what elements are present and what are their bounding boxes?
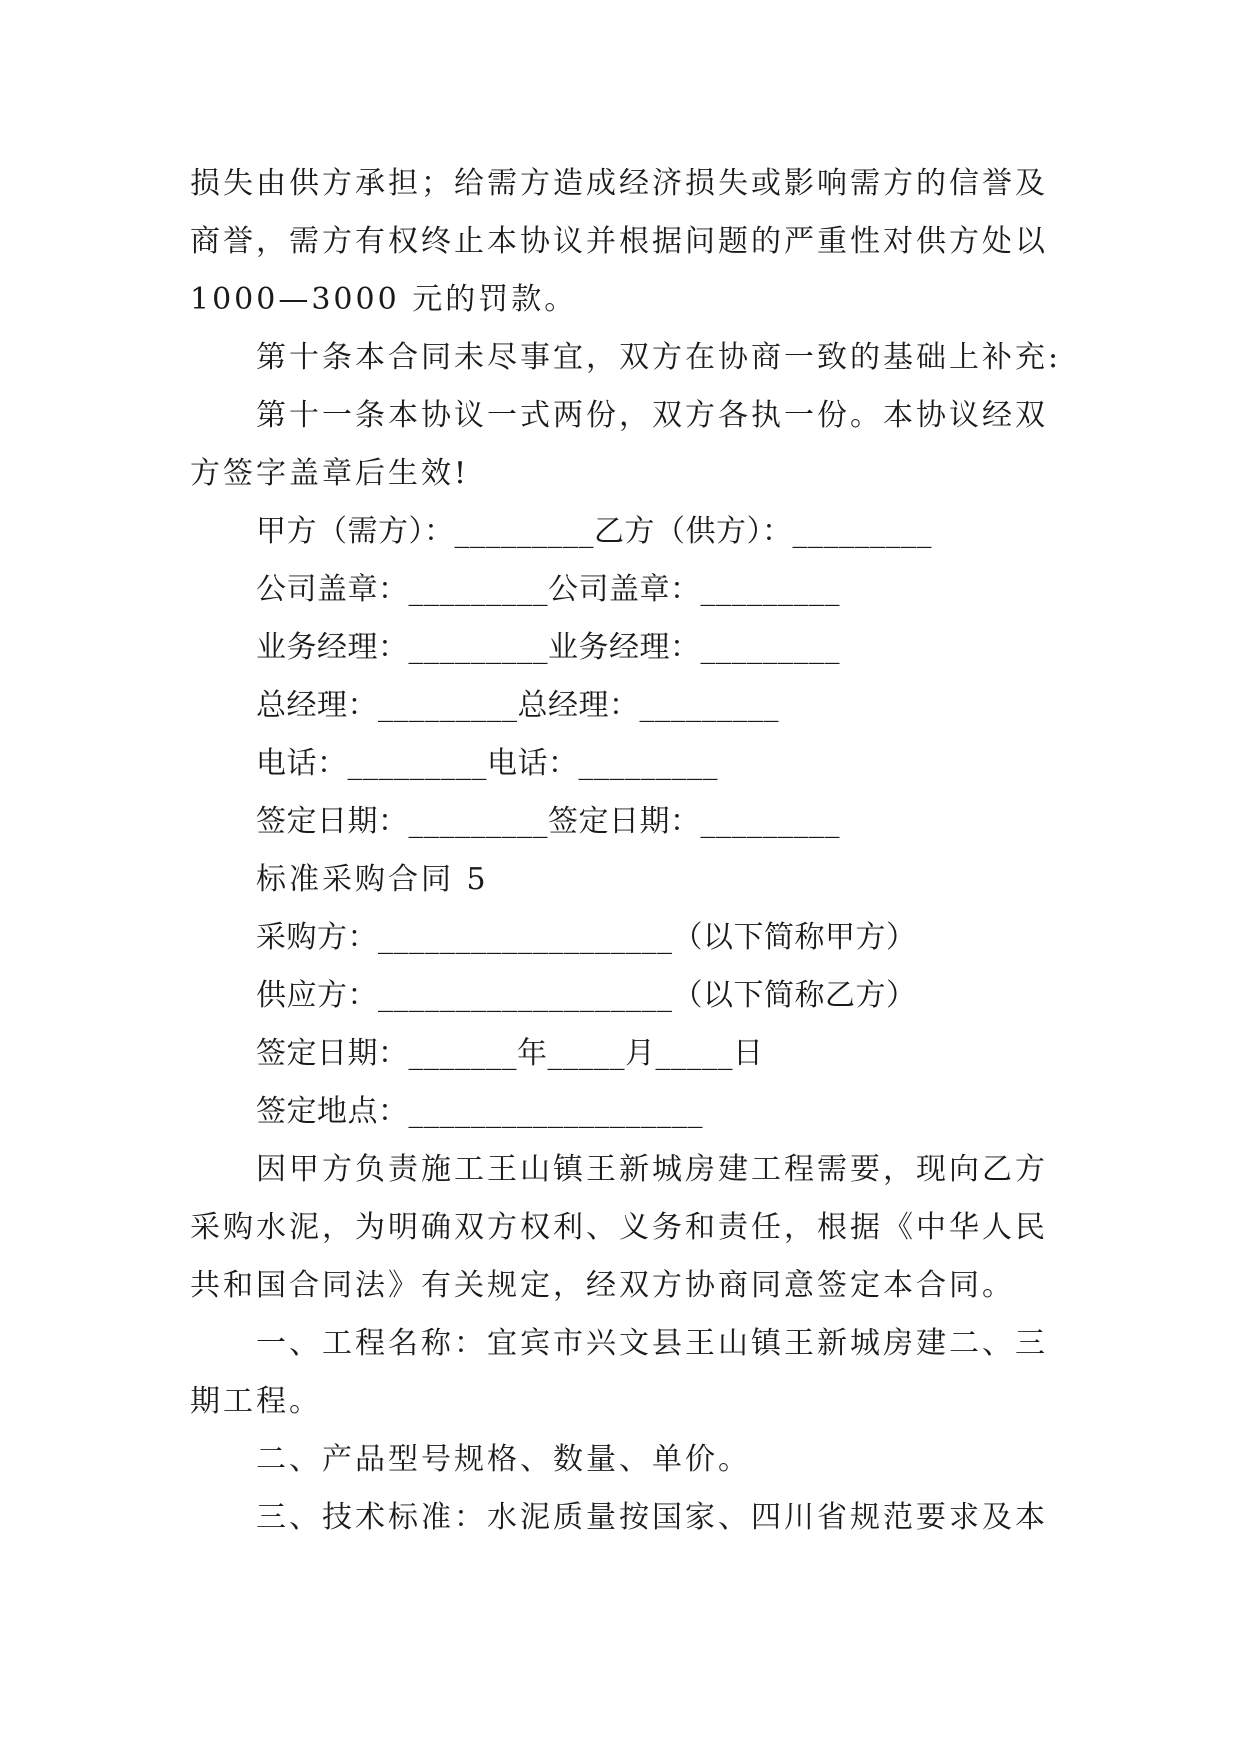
item-one: 一、工程名称：宜宾市兴文县王山镇王新城房建二、三	[256, 1326, 1048, 1361]
section-title: 标准采购合同 5	[256, 862, 489, 897]
signing-place-line: 签定地点：___________________	[256, 1094, 703, 1129]
signature-general-manager-line: 总经理：_________总经理：_________	[256, 688, 779, 723]
paragraph-line: 共和国合同法》有关规定，经双方协商同意签定本合同。	[190, 1268, 1015, 1303]
signature-manager-line: 业务经理：_________业务经理：_________	[256, 630, 840, 665]
signing-date-line: 签定日期：_______年_____月_____日	[256, 1036, 764, 1071]
document-body	[190, 155, 1062, 1547]
paragraph-line: 损失由供方承担；给需方造成经济损失或影响需方的信誉及	[190, 166, 1048, 201]
signature-party-line: 甲方（需方）：_________乙方（供方）：_________	[256, 514, 932, 549]
signature-phone-line: 电话：_________电话：_________	[256, 746, 718, 781]
signature-date-line: 签定日期：_________签定日期：_________	[256, 804, 840, 839]
paragraph-line: 1000—3000 元的罚款。	[190, 282, 578, 317]
paragraph-line: 因甲方负责施工王山镇王新城房建工程需要，现向乙方	[256, 1152, 1048, 1187]
signature-seal-line: 公司盖章：_________公司盖章：_________	[256, 572, 840, 607]
buyer-line: 采购方：___________________（以下简称甲方）	[256, 920, 917, 955]
paragraph-line: 方签字盖章后生效!	[190, 456, 470, 491]
paragraph-line: 采购水泥，为明确双方权利、义务和责任，根据《中华人民	[190, 1210, 1048, 1245]
clause-ten: 第十条本合同未尽事宜，双方在协商一致的基础上补充:	[256, 340, 1062, 375]
item-three: 三、技术标准：水泥质量按国家、四川省规范要求及本	[256, 1500, 1048, 1535]
paragraph-line: 期工程。	[190, 1384, 322, 1419]
paragraph-line: 商誉，需方有权终止本协议并根据问题的严重性对供方处以	[190, 224, 1048, 259]
supplier-line: 供应方：___________________（以下简称乙方）	[256, 978, 917, 1013]
clause-eleven: 第十一条本协议一式两份，双方各执一份。本协议经双	[256, 398, 1048, 433]
item-two: 二、产品型号规格、数量、单价。	[256, 1442, 751, 1477]
